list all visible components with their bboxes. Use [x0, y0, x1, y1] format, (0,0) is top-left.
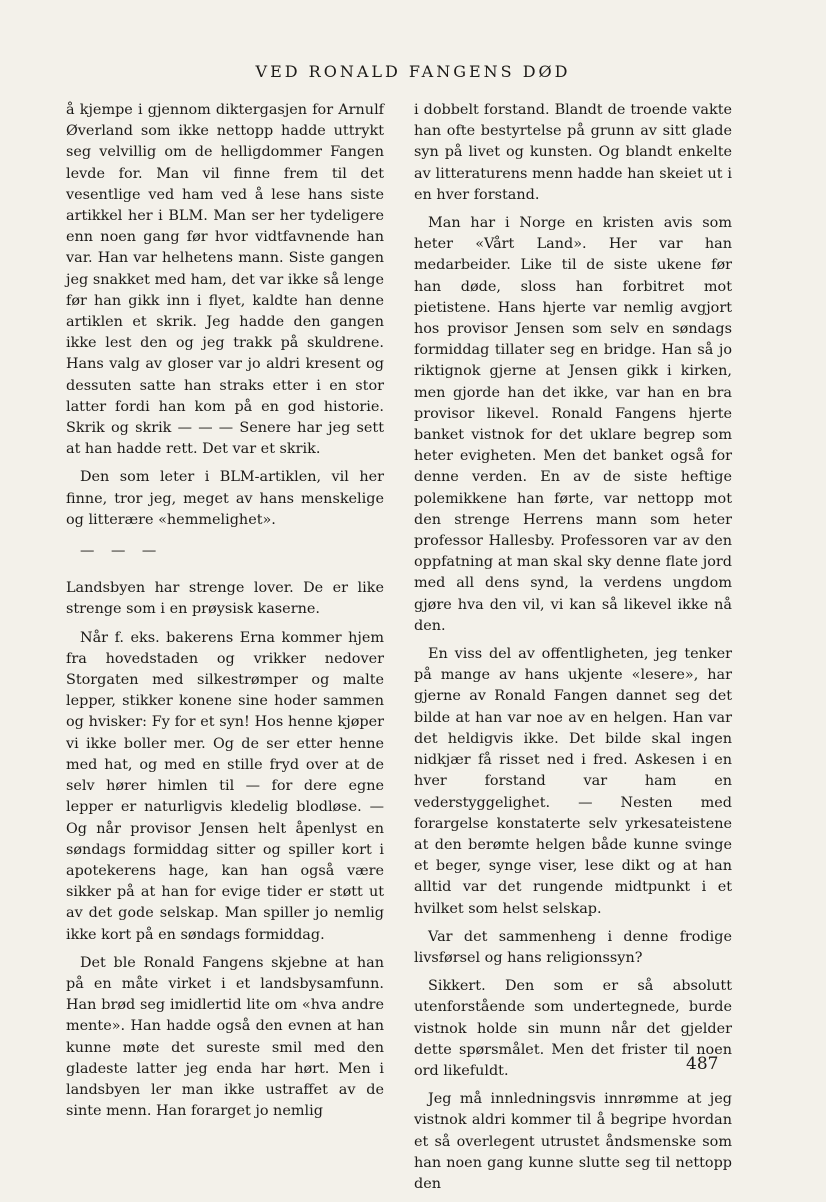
- left-column: [66, 100, 384, 1129]
- section-separator: — — —: [80, 543, 163, 560]
- paragraph: Når f. eks. bakerens Erna kommer hjem fra hovedstaden og vrikker nedover Storgaten med silkestrømper og malte lepper, stikker konene sine hoder sammen og hvisker: Fy for et syn! Hos henne kjøper vi ikke boller mer. Og de ser etter henne med hat, og med en stille fryd over at de selv hører himlen til — for dere egne lepper er naturligvis kledelig blodløse. — Og når provisor Jensen helt åpenlyst en søndags formiddag sitter og spiller kort i apotekerens hage, kan han også være sikker på at han for evige tider er støtt ut av det gode selskap. Man spiller jo nemlig ikke kort på en søndags formiddag.: [66, 629, 384, 943]
- running-header: VED RONALD FANGENS DØD: [255, 62, 571, 81]
- page-number: 487: [686, 1054, 719, 1074]
- paragraph: i dobbelt forstand. Blandt de troende vakte han ofte bestyrtelse på grunn av sitt glade syn på livet og kunsten. Og blandt enkelte av litteraturens menn hadde han skeiet ut i en hver forstand.: [414, 102, 732, 203]
- paragraph: Man har i Norge en kristen avis som heter «Vårt Land». Her var han medarbeider. Like til de siste ukene før han døde, sloss han forbitret mot pietistene. Hans hjerte var nemlig avgjort hos provisor Jensen som selv en søndags formiddag tillater seg en bridge. Han så jo riktignok gjerne at Jensen gikk i kirken, men gjorde han det ikke, var han en bra provisor likevel. Ronald Fangens hjerte banket vistnok for det uklare begrep som heter evigheten. Men det banket også for denne verden. En av de siste heftige polemikkene han førte, var nettopp mot den strenge Herrens mann som heter professor Hallesby. Professoren var av den oppfatning at man skal sky denne flate jord med all dens synd, la verdens ungdom gjøre hva den vil, vi kan så likevel ikke nå den.: [414, 215, 732, 634]
- paragraph: Jeg må innledningsvis innrømme at jeg vistnok aldri kommer til å begripe hvordan et så overlegent utrustet åndsmenske som han noen gang kunne slutte seg til nettopp den: [414, 1091, 732, 1192]
- paragraph: Landsbyen har strenge lover. De er like strenge som i en prøysisk kaserne.: [66, 580, 384, 618]
- paragraph: Den som leter i BLM-artiklen, vil her finne, tror jeg, meget av hans menskelige og litterære «hemmelighet».: [66, 469, 384, 528]
- paragraph: Det ble Ronald Fangens skjebne at han på en måte virket i et landsbysamfunn. Han brød seg imidlertid lite om «hva andre mente». Han hadde også den evnen at han kunne møte det sureste smil med den gladeste latter jeg enda har hørt. Men i landsbyen ler man ikke ustraffet av de sinte menn. Han forarget jo nemlig: [66, 954, 384, 1120]
- paragraph: Sikkert. Den som er så absolutt utenforstående som undertegnede, burde vistnok holde sin munn når det gjelder dette spørsmålet. Men det frister til noen ord likefuldt.: [414, 978, 732, 1079]
- paragraph: En viss del av offentligheten, jeg tenker på mange av hans ukjente «lesere», har gjerne av Ronald Fangen dannet seg det bilde at han var noe av en helgen. Han var det heldigvis ikke. Det bilde skal ingen nidkjær få risset ned i fred. Askesen i en hver forstand var ham en vederstyggelighet. — Nesten med forargelse konstaterte selv yrkesateistene at den berømte helgen både kunne svinge et beger, synge viser, lese dikt og at han alltid var det rungende midtpunkt i et hvilket som helst selskap.: [414, 646, 732, 917]
- paragraph: Var det sammenheng i denne frodige livsførsel og hans religionssyn?: [414, 928, 732, 966]
- right-column: [414, 100, 732, 1202]
- paragraph: å kjempe i gjennom diktergasjen for Arnulf Øverland som ikke nettopp hadde uttrykt seg velvillig om de helligdommer Fangen levde for. Man vil finne frem til det vesentlige ved ham ved å lese hans siste artikkel her i BLM. Man ser her tydeligere enn noen gang før hvor vidtfavnende han var. Han var helhetens mann. Siste gangen jeg snakket med ham, det var ikke så lenge før han gikk inn i flyet, kaldte han denne artiklen et skrik. Jeg hadde den gangen ikke lest den og jeg trakk på skuldrene. Hans valg av gloser var jo aldri kresent og dessuten satte han straks etter i en stor latter fordi han kom på en god historie. Skrik og skrik — — — Senere har jeg sett at han hadde rett. Det var et skrik.: [66, 102, 384, 458]
